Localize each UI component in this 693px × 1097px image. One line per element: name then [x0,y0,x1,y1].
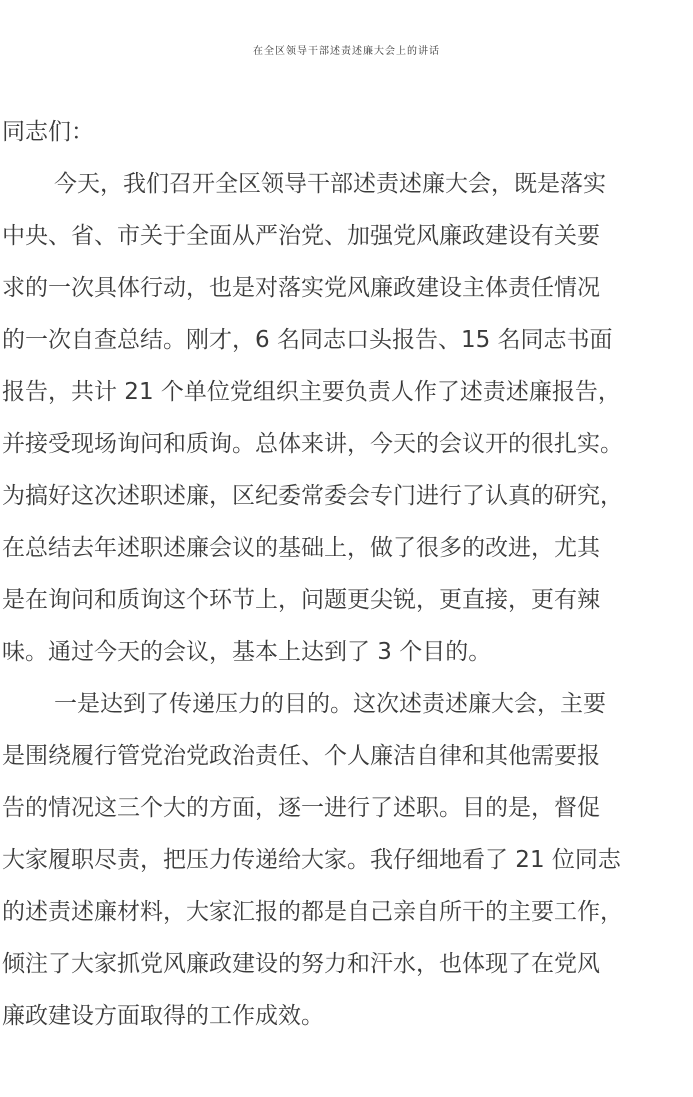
paragraph-1-line-7: 为搞好这次述职述廉，区纪委常委会专门进行了认真的研究， [2,483,623,509]
paragraph-2-line-7: 廉政建设方面取得的工作成效。 [2,1003,324,1029]
paragraph-1-line-3: 求的一次具体行动，也是对落实党风廉政建设主体责任情况 [2,275,600,301]
paragraph-2-line-5: 的述责述廉材料，大家汇报的都是自己亲自所干的主要工作， [2,899,623,925]
paragraph-1-line-1: 今天，我们召开全区领导干部述责述廉大会，既是落实 [54,171,606,197]
paragraph-2-line-1: 一是达到了传递压力的目的。这次述责述廉大会，主要 [54,691,606,717]
paragraph-1-line-8: 在总结去年述职述廉会议的基础上，做了很多的改进，尤其 [2,535,600,561]
paragraph-2-line-6: 倾注了大家抓党风廉政建设的努力和汗水，也体现了在党风 [2,951,600,977]
paragraph-1-line-9: 是在询问和质询这个环节上，问题更尖锐，更直接，更有辣 [2,587,600,613]
salutation-line: 同志们： [2,119,94,145]
paragraph-2-line-4: 大家履职尽责，把压力传递给大家。我仔细地看了 21 位同志 [2,847,621,873]
paragraph-1-line-6: 并接受现场询问和质询。总体来讲，今天的会议开的很扎实。 [2,431,623,457]
paragraph-1-line-4: 的一次自查总结。刚才，6 名同志口头报告、15 名同志书面 [2,327,613,353]
paragraph-1-line-10: 味。通过今天的会议，基本上达到了 3 个目的。 [2,639,492,665]
paragraph-2-line-2: 是围绕履行管党治党政治责任、个人廉洁自律和其他需要报 [2,743,600,769]
paragraph-1-line-2: 中央、省、市关于全面从严治党、加强党风廉政建设有关要 [2,223,600,249]
paragraph-1-line-5: 报告，共计 21 个单位党组织主要负责人作了述责述廉报告， [2,379,621,405]
paragraph-2-line-3: 告的情况这三个大的方面，逐一进行了述职。目的是，督促 [2,795,600,821]
document-title: 在全区领导干部述责述廉大会上的讲话 [253,46,440,57]
